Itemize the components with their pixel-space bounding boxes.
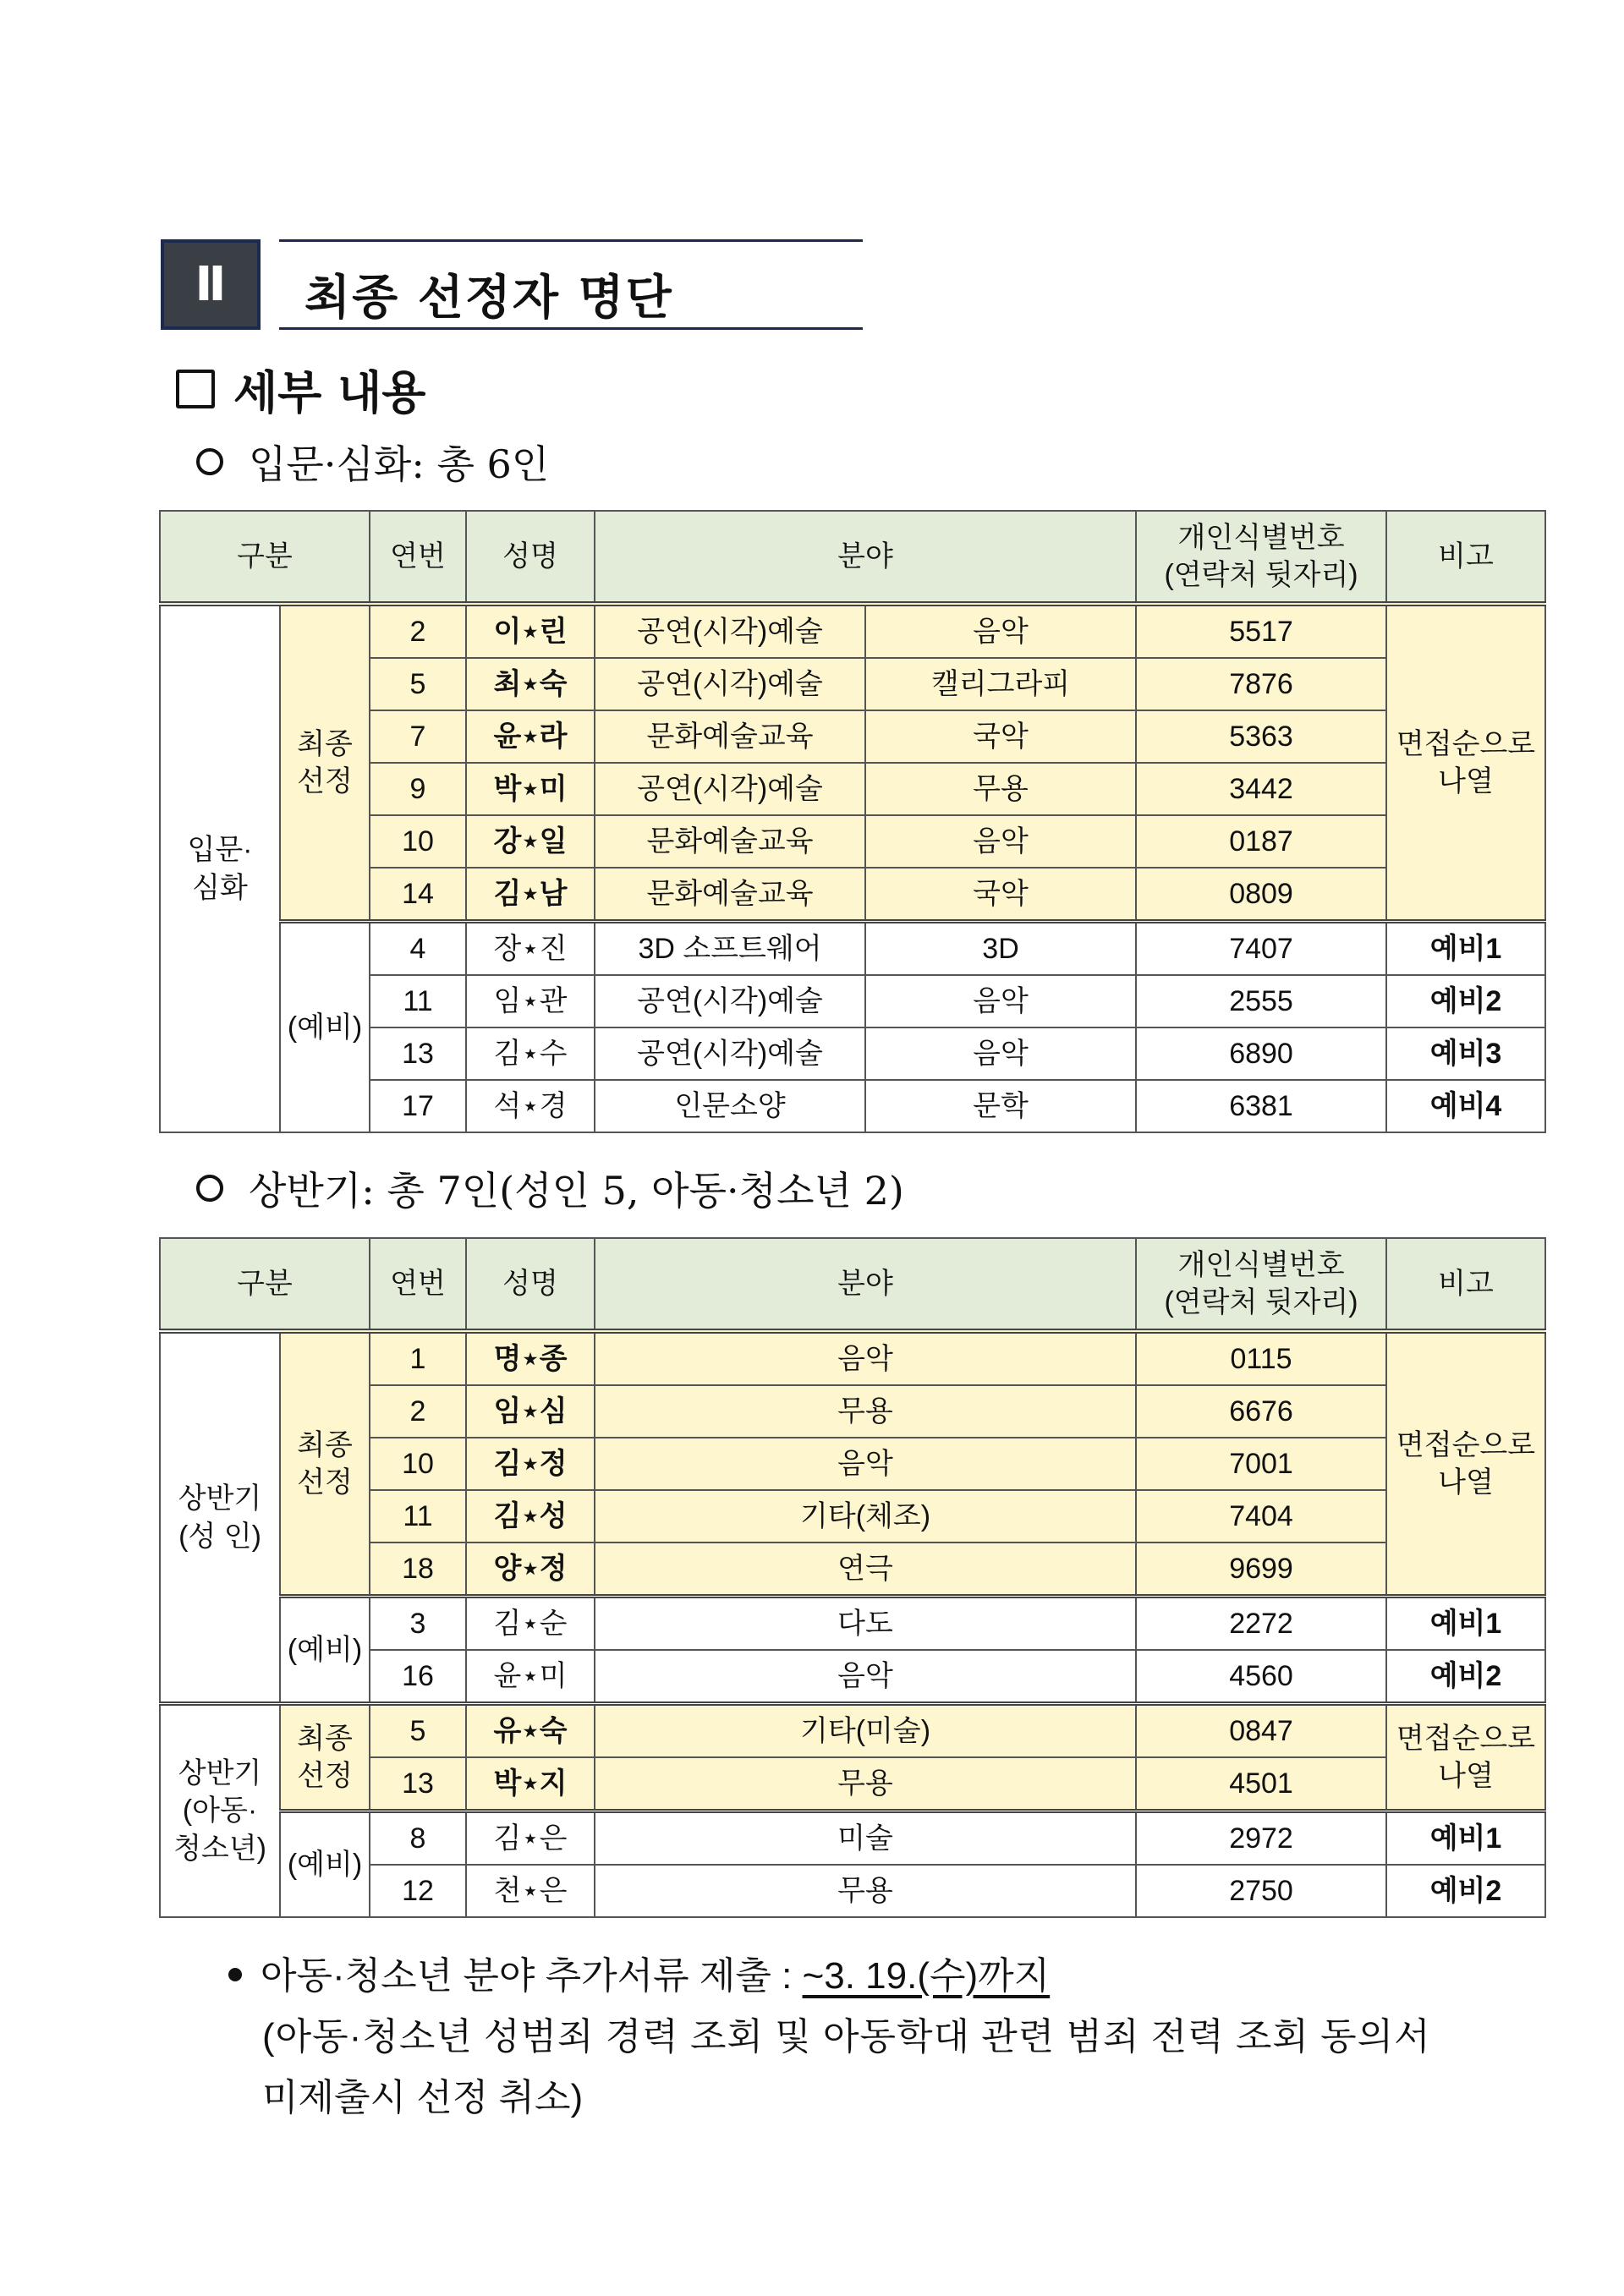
group-intro-advanced (160, 604, 280, 1132)
cell-field: 공연(시각)예술 (595, 763, 865, 815)
cell-field: 음악 (595, 1438, 1136, 1490)
cell-field: 음악 (595, 1650, 1136, 1704)
cell-number: 17 (370, 1080, 466, 1132)
header-name: 성명 (466, 1238, 595, 1331)
header-field: 분야 (595, 511, 1136, 604)
header-category: 구분 (160, 511, 370, 604)
cell-id: 6890 (1136, 1027, 1386, 1080)
cell-name: 양⋆정 (466, 1543, 595, 1597)
subsection-title: 세부 내용 (233, 365, 426, 419)
cell-id: 7876 (1136, 658, 1386, 710)
cell-field: 공연(시각)예술 (595, 1027, 865, 1080)
cell-name: 김⋆남 (466, 868, 595, 922)
cell-number: 1 (370, 1331, 466, 1385)
section-heading (161, 239, 863, 330)
footer-line2: (아동·청소년 성범죄 경력 조회 및 아동학대 관련 범죄 전력 조회 동의서 (262, 2016, 1431, 2058)
cell-field: 공연(시각)예술 (595, 658, 865, 710)
cell-subfield: 3D (865, 922, 1136, 976)
cell-note: 예비4 (1386, 1080, 1545, 1132)
cell-subfield: 음악 (865, 1027, 1136, 1080)
reserve-label: (예비) (280, 1597, 370, 1704)
table-first-half (159, 1237, 1546, 1918)
group-first-half-adult (160, 1331, 280, 1704)
table-row (160, 1597, 1545, 1651)
cell-subfield: 캘리그라피 (865, 658, 1136, 710)
cell-id: 6676 (1136, 1385, 1386, 1438)
cell-name: 김⋆수 (466, 1027, 595, 1080)
cell-id: 2750 (1136, 1865, 1386, 1917)
cell-field: 음악 (595, 1331, 1136, 1385)
cell-number: 13 (370, 1027, 466, 1080)
cell-field: 다도 (595, 1597, 1136, 1651)
section-title: 최종 선정자 명단 (304, 271, 673, 326)
footer-line1-prefix: 아동·청소년 분야 추가서류 제출 : (261, 1955, 803, 1997)
circle-bullet-icon (196, 1175, 223, 1202)
cell-id: 0847 (1136, 1704, 1386, 1758)
cell-id: 5363 (1136, 710, 1386, 763)
cell-name: 장⋆진 (466, 922, 595, 976)
header-id-line2: (연락처 뒷자리) (1164, 559, 1358, 591)
cell-field: 기타(미술) (595, 1704, 1136, 1758)
cell-number: 18 (370, 1543, 466, 1597)
header-name: 성명 (466, 511, 595, 604)
cell-number: 9 (370, 763, 466, 815)
interview-order-note (1386, 1704, 1545, 1811)
cell-id: 4560 (1136, 1650, 1386, 1704)
cell-name: 김⋆성 (466, 1490, 595, 1543)
cell-field: 문화예술교육 (595, 710, 865, 763)
cell-number: 2 (370, 1385, 466, 1438)
cell-number: 10 (370, 815, 466, 868)
cell-number: 3 (370, 1597, 466, 1651)
cell-number: 2 (370, 604, 466, 658)
cell-field: 3D 소프트웨어 (595, 922, 865, 976)
header-note: 비고 (1386, 511, 1545, 604)
cell-id: 2555 (1136, 975, 1386, 1027)
interview-order-note-text: 면접순으로 나열 (1396, 727, 1536, 797)
cell-field: 미술 (595, 1811, 1136, 1866)
cell-id: 7001 (1136, 1438, 1386, 1490)
section-number: Ⅱ (161, 239, 261, 330)
final-selected-label (280, 1704, 370, 1811)
final-selected-label-text: 최종 선정 (297, 1428, 353, 1499)
interview-order-note (1386, 604, 1545, 922)
cell-note: 예비2 (1386, 1865, 1545, 1917)
group-first-half-youth (160, 1704, 280, 1918)
cell-name: 박⋆지 (466, 1757, 595, 1811)
cell-number: 13 (370, 1757, 466, 1811)
cell-subfield: 음악 (865, 604, 1136, 658)
cell-field: 기타(체조) (595, 1490, 1136, 1543)
cell-id: 5517 (1136, 604, 1386, 658)
table-header-row (160, 511, 1545, 604)
table-row (160, 1704, 1545, 1758)
part1-heading (196, 436, 549, 487)
cell-subfield: 무용 (865, 763, 1136, 815)
cell-note: 예비1 (1386, 1811, 1545, 1866)
cell-subfield: 국악 (865, 868, 1136, 922)
section-title-box (279, 239, 863, 330)
cell-field: 문화예술교육 (595, 815, 865, 868)
cell-note: 예비3 (1386, 1027, 1545, 1080)
interview-order-note-text: 면접순으로 나열 (1396, 1428, 1536, 1499)
cell-number: 10 (370, 1438, 466, 1490)
header-field: 분야 (595, 1238, 1136, 1331)
cell-id: 0115 (1136, 1331, 1386, 1385)
cell-number: 5 (370, 658, 466, 710)
group-first-half-adult-text: 상반기 (성 인) (178, 1482, 262, 1553)
cell-subfield: 문학 (865, 1080, 1136, 1132)
header-id-line1: 개인식별번호 (1177, 1248, 1345, 1281)
cell-field: 공연(시각)예술 (595, 604, 865, 658)
cell-number: 16 (370, 1650, 466, 1704)
cell-subfield: 국악 (865, 710, 1136, 763)
interview-order-note-text: 면접순으로 나열 (1396, 1722, 1536, 1792)
cell-number: 14 (370, 868, 466, 922)
cell-id: 0187 (1136, 815, 1386, 868)
final-selected-label (280, 604, 370, 922)
header-id-line2: (연락처 뒷자리) (1164, 1286, 1358, 1318)
cell-field: 무용 (595, 1865, 1136, 1917)
table-row (160, 922, 1545, 976)
cell-name: 임⋆심 (466, 1385, 595, 1438)
header-id (1136, 511, 1386, 604)
cell-field: 공연(시각)예술 (595, 975, 865, 1027)
reserve-label: (예비) (280, 1811, 370, 1918)
cell-id: 4501 (1136, 1757, 1386, 1811)
cell-name: 윤⋆라 (466, 710, 595, 763)
cell-note: 예비2 (1386, 975, 1545, 1027)
cell-id: 2272 (1136, 1597, 1386, 1651)
header-number: 연번 (370, 511, 466, 604)
table-row (160, 1331, 1545, 1385)
footer-line3: 미제출시 선정 취소) (262, 2077, 584, 2118)
cell-id: 6381 (1136, 1080, 1386, 1132)
group-first-half-youth-text: 상반기 (아동· 청소년) (173, 1757, 266, 1865)
cell-note: 예비1 (1386, 1597, 1545, 1651)
final-selected-label-text: 최종 선정 (297, 1722, 353, 1792)
cell-number: 7 (370, 710, 466, 763)
cell-name: 강⋆일 (466, 815, 595, 868)
cell-name: 이⋆린 (466, 604, 595, 658)
reserve-label: (예비) (280, 922, 370, 1133)
cell-name: 천⋆은 (466, 1865, 595, 1917)
header-id-line1: 개인식별번호 (1177, 521, 1345, 554)
cell-number: 8 (370, 1811, 466, 1866)
cell-number: 11 (370, 975, 466, 1027)
group-intro-advanced-text: 입문· 심화 (187, 834, 253, 904)
cell-number: 4 (370, 922, 466, 976)
table-row (160, 1811, 1545, 1866)
cell-name: 김⋆은 (466, 1811, 595, 1866)
part2-heading-text: 상반기: 총 7인(성인 5, 아동·청소년 2) (249, 1168, 904, 1214)
cell-name: 유⋆숙 (466, 1704, 595, 1758)
cell-name: 김⋆순 (466, 1597, 595, 1651)
cell-id: 2972 (1136, 1811, 1386, 1866)
cell-id: 9699 (1136, 1543, 1386, 1597)
cell-name: 임⋆관 (466, 975, 595, 1027)
cell-subfield: 음악 (865, 975, 1136, 1027)
cell-id: 0809 (1136, 868, 1386, 922)
header-note: 비고 (1386, 1238, 1545, 1331)
cell-number: 5 (370, 1704, 466, 1758)
cell-id: 3442 (1136, 763, 1386, 815)
final-selected-label (280, 1331, 370, 1597)
cell-subfield: 음악 (865, 815, 1136, 868)
table-header-row (160, 1238, 1545, 1331)
subsection-heading (176, 364, 426, 419)
cell-name: 박⋆미 (466, 763, 595, 815)
cell-field: 무용 (595, 1385, 1136, 1438)
cell-id: 7404 (1136, 1490, 1386, 1543)
cell-number: 12 (370, 1865, 466, 1917)
header-number: 연번 (370, 1238, 466, 1331)
footer-deadline: ~3. 19.(수)까지 (802, 1955, 1051, 1997)
cell-name: 석⋆경 (466, 1080, 595, 1132)
cell-field: 문화예술교육 (595, 868, 865, 922)
cell-field: 인문소양 (595, 1080, 865, 1132)
checkbox-square-icon (176, 370, 215, 408)
cell-name: 명⋆종 (466, 1331, 595, 1385)
final-selected-label-text: 최종 선정 (297, 727, 353, 797)
header-category: 구분 (160, 1238, 370, 1331)
table-intro-advanced (159, 510, 1546, 1133)
circle-bullet-icon (196, 448, 223, 475)
part1-heading-text: 입문·심화: 총 6인 (249, 441, 550, 487)
part2-heading (196, 1163, 904, 1214)
cell-field: 연극 (595, 1543, 1136, 1597)
footer-note (228, 1945, 1050, 1999)
cell-field: 무용 (595, 1757, 1136, 1811)
cell-name: 윤⋆미 (466, 1650, 595, 1704)
cell-name: 최⋆숙 (466, 658, 595, 710)
cell-id: 7407 (1136, 922, 1386, 976)
interview-order-note (1386, 1331, 1545, 1597)
cell-note: 예비1 (1386, 922, 1545, 976)
cell-number: 11 (370, 1490, 466, 1543)
cell-note: 예비2 (1386, 1650, 1545, 1704)
table-row (160, 604, 1545, 658)
bullet-dot-icon (228, 1968, 242, 1981)
header-id (1136, 1238, 1386, 1331)
cell-name: 김⋆정 (466, 1438, 595, 1490)
